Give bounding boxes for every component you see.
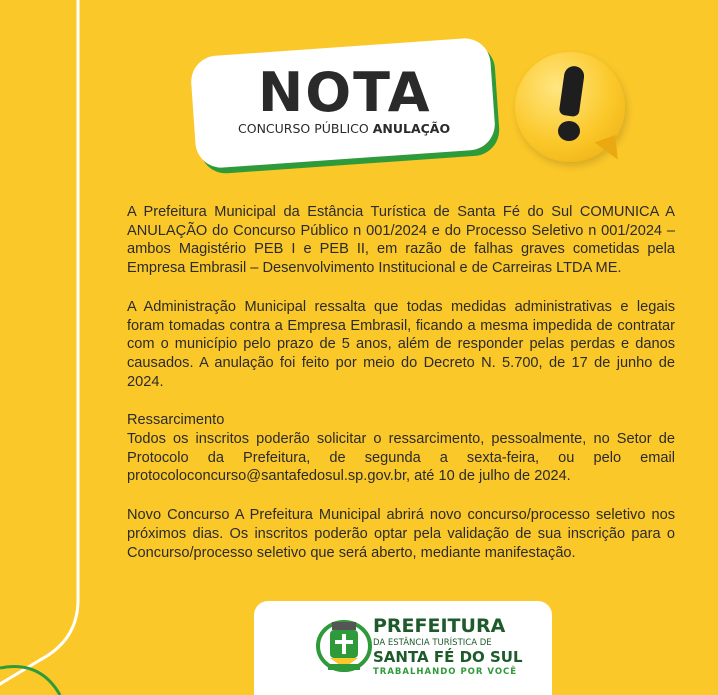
paragraph-anulacao: A Prefeitura Municipal da Estância Turística de Santa Fé do Sul COMUNICA A ANULAÇÃO do Concurso Público n 001/2024 e do Processo Seletivo n 001/2024 – ambos Magistério PEB I e PEB II, em razão de falhas graves cometidas pela Empresa Embrasil – Desenvolvimento Institucional e de Carreiras LTDA ME. <box>127 204 675 277</box>
paragraph-administracao: A Administração Municipal ressalta que todas medidas administrativas e legais foram tomadas contra a Empresa Embrasil, ficando a mesma impedida de contratar com o município pelo prazo de 5 anos, além de responder pelas perdas e danos causados. A anulação foi feito por meio do Decreto N. 5.700, de 17 de junho de 2024. <box>127 298 675 390</box>
footer-prefeitura: PREFEITURA <box>373 615 506 637</box>
subtitle-prefix: CONCURSO PÚBLICO <box>238 121 369 136</box>
nota-subtitle <box>238 123 450 136</box>
exclamation-dot-icon <box>558 121 580 141</box>
ressarcimento-heading: Ressarcimento <box>127 412 225 429</box>
paragraph-novo-concurso: Novo Concurso A Prefeitura Municipal abrirá novo concurso/processo seletivo nos próximos dias. Os inscritos poderão optar pela validação de sua inscrição para o Concurso/processo seletivo que será aberto, mediante manifestação. <box>127 507 675 561</box>
subtitle-bold: ANULAÇÃO <box>372 121 451 136</box>
footer-slogan: TRABALHANDO POR VOCÊ <box>373 667 518 677</box>
ressarcimento-text: Todos os inscritos poderão solicitar o ressarcimento, pessoalmente, no Setor de Protocolo da Prefeitura, de segunda a sexta-feira, ou pelo email protocoloconcurso@santafedosul.sp.gov.br, até 10 de julho de 2024. <box>127 431 675 485</box>
footer-estancia: DA ESTÂNCIA TURÍSTICA DE <box>373 638 492 648</box>
paragraph-ressarcimento <box>127 411 675 486</box>
footer-santa-fe: SANTA FÉ DO SUL <box>373 648 523 666</box>
nota-title: NOTA <box>258 61 432 124</box>
notice-body <box>127 203 675 582</box>
city-crest-icon <box>314 614 374 674</box>
